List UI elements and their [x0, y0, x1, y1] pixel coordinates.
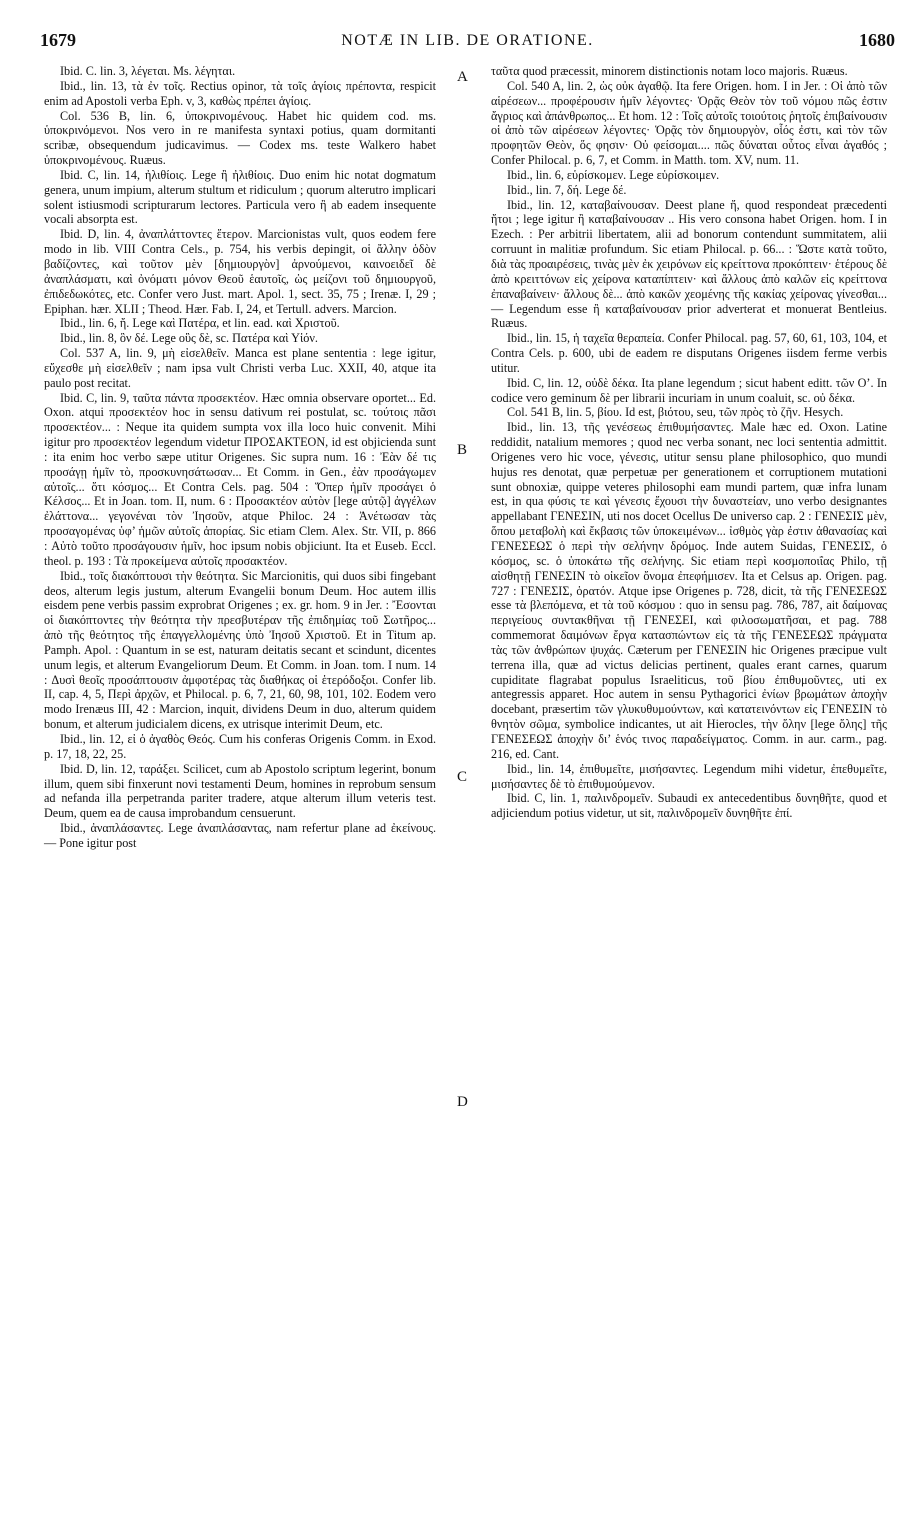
note-paragraph: Ibid. D, lin. 12, ταράξει. Scilicet, cum ab Apostolo scriptum legerint, bonum illum, quem sibi finxerunt novi testamenti Deum, homines in reprobum sensum ad nefanda illa perpetranda pariter tradere, atque alterum illum veteris test. Deum, quem ea de causa improbandum censuerunt. — [44, 761, 436, 821]
note-paragraph: Ibid., lin. 15, ἡ ταχεῖα θεραπεία. Confer Philocal. pag. 57, 60, 61, 103, 104, et Contra Cels. p. 600, ubi de eadem re disputans Origenes iisdem ferme verbis utitur. — [491, 331, 887, 375]
note-paragraph: Ibid., lin. 12, καταβαίνουσαν. Deest plane ἤ, quod respondeat præcedenti ἤτοι ; lege igitur ἢ καταβαίνουσαν .. His vero consona habet Origen. hom. I in Ezech. : Per arbitrii libertatem, alii ad bonorum contendunt summitatem, alii corruunt in malitiæ profundum. Sic etiam Philocal. p. 66... : Ὥστε κατὰ τοῦτο, διὰ τὰς προαιρέσεις, τινὰς μὲν ἐκ χειρόνων εἰς κρείττονα προκόπτειν· ἑτέρους δὲ ἀπὸ κρειττόνων εἰς χείρονα καταπίπτειν· καὶ ἄλλους ἀπὸ καλῶν εἰς κρείττονα ἐπαναβαίνειν· ἄλλους δὲ... ἀπὸ κακῶν χεομένης τῆς κακίας χείρονας γίνεσθαι... — Legendum esse ἢ καταβαίνουσαν prior adverterat et monuerat Bentleius. Ruæus. — [491, 197, 887, 331]
note-paragraph: Col. 536 B, lin. 6, ὑποκρινομένους. Habet hic quidem cod. ms. ὑποκρινόμενοι. Nos vero in re manifesta syntaxi potius, quam dormitanti scribæ, obsequendum judicavimus. — Codex ms. teste Walkero habet ὑποκρινομένους. Ruæus. — [44, 108, 436, 168]
right-page-number: 1680 — [859, 30, 895, 50]
page-header — [40, 30, 895, 54]
note-paragraph: Ibid., lin. 14, ἐπιθυμεῖτε, μισήσαντες. Legendum mihi videtur, ἐπεθυμεῖτε, μισήσαντες δὲ τὸ ἐπιθυμούμενον. — [491, 761, 887, 791]
left-page-number: 1679 — [40, 30, 76, 50]
note-paragraph: Col. 540 A, lin. 2, ὡς οὐκ ἀγαθῷ. Ita fere Origen. hom. I in Jer. : Οἱ ἀπὸ τῶν αἱρέσεων... προφέρουσιν ἡμῖν λέγοντες· Ὁρᾷς Θεὸν τὸν τοῦ νόμου πῶς ἐστιν ἄγριος καὶ ἀπάνθρωπος... Et hom. 12 : Τοῖς αὐτοῖς τοιούτοις ῥητοῖς ἐπιβαίνουσιν οἱ ἀπὸ τῶν αἱρέσεων λέγοντες· Ὁρᾷς τὸν δημιουργὸν, οἷός ἐστι, καὶ τὸν τῶν προφητῶν Θεὸν, ὅς φησιν· Οὐ φείσομαι.... πῶς δύναται οὗτος εἶναι ἀγαθός ; Confer Philocal. p. 6, 7, et Comm. in Matth. tom. XV, num. 11. — [491, 78, 887, 168]
note-paragraph: Ibid. D, lin. 4, ἀναπλάττοντες ἕτερον. Marcionistas vult, quos eodem fere modo in lib. VIII Contra Cels., p. 754, his verbis depingit, οἱ ἄλλην ὁδὸν βαδίζοντες, καὶ τοῦτον μὲν [δημιουργὸν] ἀρνούμενοι, καινοειδεῖ δὲ ἀναπλάσματι, καὶ ὀνόματι μόνον Θεοῦ ἑαυτοῖς, ὡς μείζονι τοῦ δημιουργοῦ, ἐπιδεδωκότες, etc. Confer vero Just. mart. Apol. 1, sect. 35, 75 ; Irenæ. I, 29 ; Epiphan. hær. XLII ; Theod. Hær. Fab. I, 24, et Tertull. advers. Marcion. — [44, 227, 436, 316]
note-paragraph: Ibid. C, lin. 9, ταῦτα πάντα προσεκτέον. Hæc omnia observare oportet... Ed. Oxon. atqui προσεκτέον hoc in sensu dativum rei postulat, sc. τούτοις πᾶσι προσεκτέον... : Neque ita quidem sumpta vox illa loco huic convenit. Mihi igitur pro προσεκτέον legendum videtur ΠΡΟΣΑΚΤΕΟΝ, id est objicienda sunt : ita enim hoc verbo sæpe utitur Origenes. Sic supra num. 16 : Ἐὰν δέ τις προσάγῃ ἡμῖν τὸ, προσκυνησάτωσαν... Et Comm. in Gen., ἐὰν προσάγωμεν αὐτοῖς... ὅτι κόσμος... Et Contra Cels. pag. 504 : Ὅπερ ἡμῖν προσάγει ὁ Κέλσος... Et in Joan. tom. II, num. 6 : Προσακτέον αὐτὸν [lege αὐτῷ] ἀγγέλων ἐλάττονα... γεγονέναι τὸν Ἰησοῦν, atque Philoc. 24 : Ἀνέτωσαν τὰς προσαγομένας ὑφ’ ἡμῶν αὐτοῖς ἀπορίας. Sic etiam Clem. Alex. Str. VII, p. 866 : Αὐτὸ τοῦτο προσάγουσιν ἡμῖν, hoc ipsum nobis objiciunt. Ita et Euseb. Eccl. theol. p. 193 : Τὰ προκείμενα αὐτοῖς προσακτέον. — [44, 390, 436, 568]
running-title: NOTÆ IN LIB. DE ORATIONE. — [341, 32, 594, 49]
section-margin-letters — [455, 64, 475, 1464]
note-paragraph: Ibid., lin. 13, τὰ ἐν τοῖς. Rectius opinor, τὰ τοῖς ἁγίοις πρέποντα, respicit enim ad Apostoli verba Eph. v, 3, καθὼς πρέπει ἁγίοις. — [44, 78, 436, 108]
note-paragraph: Ibid. C, lin. 14, ἠλιθίοις. Lege ἢ ἠλιθίοις. Duo enim hic notat dogmatum genera, unum impium, alterum stultum et ridiculum ; quorum alterutro implicari solent istiusmodi scripturarum lectores. Particula vero ἢ ab eadem insequente vocali absorpta est. — [44, 167, 436, 227]
note-paragraph: Col. 537 A, lin. 9, μὴ εἰσελθεῖν. Manca est plane sententia : lege igitur, εὔχεσθε μὴ εἰσελθεῖν ; nam ipsa vult Christi verba Luc. XXII, 40, atque ita paulo post recitat. — [44, 346, 436, 390]
right-column — [491, 64, 887, 821]
note-paragraph: Col. 541 B, lin. 5, βίου. Id est, βιότου, seu, τῶν πρὸς τὸ ζῆν. Hesych. — [507, 405, 844, 420]
margin-letter-d: D — [457, 1094, 468, 1110]
note-paragraph: Ibid., lin. 6, ἤ. Lege καὶ Πατέρα, et lin. ead. καὶ Χριστοῦ. — [60, 316, 340, 331]
note-paragraph: ταῦτα quod præcessit, minorem distinctionis notam loco majoris. Ruæus. — [491, 64, 848, 78]
note-paragraph: Ibid., ἀναπλάσαντες. Lege ἀναπλάσαντας, nam refertur plane ad ἐκείνους. — Pone igitur post — [44, 821, 436, 850]
note-paragraph: Ibid. C. lin. 3, λέγεται. Ms. λέγηται. — [60, 64, 236, 78]
note-paragraph: Ibid. C, lin. 1, παλινδρομεῖν. Subaudi ex antecedentibus δυνηθῆτε, quod et adjiciendum potius videtur, ut sit, παλινδρομεῖν δυνηθῆτε ἐπί. — [491, 791, 887, 821]
margin-letter-c: C — [457, 769, 468, 785]
note-paragraph: Ibid., lin. 7, δή. Lege δέ. — [507, 182, 627, 197]
note-paragraph: Ibid., lin. 6, εὑρίσκομεν. Lege εὑρίσκοιμεν. — [507, 167, 720, 182]
left-column — [44, 64, 436, 851]
note-paragraph: Ibid., τοῖς διακόπτουσι τὴν θεότητα. Sic Marcionitis, qui duos sibi fingebant deos, alterum legis justum, alterum Evangelii bonum Deum. Hoc autem illis eisdem pene verbis passim exprobrat Origenes ; ex. gr. hom. 9 in Jer. : Ἔσονται οἱ διακόπτοντες τὴν θεότητα τὴν πρεσβυτέραν τῆς ἐπιδημίας τοῦ Σωτῆρος... ἀπὸ τῆς θεότητος τῆς ἐπαγγελλομένης ὑπὸ Ἰησοῦ Χριστοῦ. Et in Titum ap. Pamph. Apol. : Quantum in se est, naturam deitatis secant et scindunt, dicentes unum legis, et alterum Evangeliorum Deum. Et Comm. in Joan. tom. I num. 14 : Δυσὶ θεοῖς προσάπτουσιν ἀμφοτέρας τὰς διαθήκας οἱ ἑτερόδοξοι. Confer lib. II, cap. 4, 5, Περὶ ἀρχῶν, et Philocal. p. 6, 7, 21, 60, 98, 101, 102. Eodem vero modo Irenæus III, 42 : Marcion, inquit, dividens Deum in duo, alterum quidem bonum, et alterum judicialem dicens, ex utrisque interimit Deum, etc. — [44, 568, 436, 732]
margin-letter-a: A — [457, 69, 468, 85]
note-paragraph: Ibid. C, lin. 12, οὐδὲ δέκα. Ita plane legendum ; sicut habent editt. τῶν Ο’. In codice vero geminum δὲ per librarii incuriam in unum coaluit, sc. οὐ δέκα. — [491, 375, 887, 405]
note-paragraph: Ibid., lin. 13, τῆς γενέσεως ἐπιθυμήσαντες. Male hæc ed. Oxon. Latine reddidit, natalium memores ; quod nec verba sonant, nec loci sententia admittit. Origenes vero hic voce, γένεσις, utitur sensu plane philosophico, quo mundi hujus res denotat, quæ perpetuæ per generationem et corruptionem mutationi sunt obnoxiæ, quippe veteres philosophi eam mundi partem, quæ infra lunam est, in qua φύσις τε καὶ γένεσις ἔχουσι τὴν δυναστείαν, uno verbo designantes appellabant ΓΕΝΕΣΙΝ, uti nos docet Ocellus De universo cap. 2 : ΓΕΝΕΣΙΣ μὲν, ὅπου μεταβολὴ καὶ ἔκβασις τῶν ὑποκειμένων... ἰσθμὸς γὰρ ἐστιν ἀθανασίας καὶ ΓΕΝΕΣΕΩΣ ὁ περὶ τὴν σελήνην δρόμος. Inde autem Suidas, ΓΕΝΕΣΙΣ, ὁ κόσμος, sc. ὁ ὑποκάτω τῆς σελήνης. Sic etiam περὶ κοσμοποιΐας Philo, τῇ αἰσθητῇ ΓΕΝΕΣΙΝ τὸ οἰκεῖον ὄνομα ἐπεφήμισεν. Ita et Celsus ap. Origen. pag. 727 : ΓΕΝΕΣΙΣ, ὁρατόν. Atque ipse Origenes p. 728, dicit, τὰ τῆς ΓΕΝΕΣΕΩΣ esse τὰ βλεπόμενα, et τὰ τοῦ κόσμου : quo in sensu pag. 786, 787, ait δαίμονας περιγείους συντακθῆναι τῇ ΓΕΝΕΣΕΙ, καὶ φιλοσωματῆσαι, et pag. 788 commemorat δαιμόνων ἔργα κατασπώντων εἰς τὰ τῆς ΓΕΝΕΣΕΩΣ πράγματα τὰς τῶν ἀνθρώπων ψυχάς. Cæterum per ΓΕΝΕΣΙΝ hic Origenes præcipue vult terrena illa, quæ ad victus delicias pertinent, quales erant carnes, quarum cupiditate flagrabat populus Israeliticus, τοῦ βίου ἐπιθυμοῦντες, uti ex antegressis apparet. Hoc autem in sensu Pythagorici ἐνίων βρωμάτων ἀποχὴν docebant, præsertim τῶν γλυκυθυμούντων, καὶ κατατεινόντων εἰς ΓΕΝΕΣΙΝ τὸ θνητὸν σῶμα, symbolice indicantes, ut ait Hierocles, τὴν ὅλην [lege ὅλης] τῆς ΓΕΝΕΣΕΩΣ ἀποχὴν δι’ ἑνός τινος παραδείγματος. Comm. in aur. carm., pag. 216, ed. Cant. — [491, 420, 887, 761]
note-paragraph: Ibid., lin. 12, εἰ ὁ ἀγαθὸς Θεός. Cum his conferas Origenis Comm. in Exod. p. 17, 18, 22, 25. — [44, 731, 436, 761]
margin-letter-b: B — [457, 442, 468, 458]
note-paragraph: Ibid., lin. 8, ὃν δέ. Lege οὓς δὲ, sc. Πατέρα καὶ Υἱόν. — [60, 331, 318, 346]
